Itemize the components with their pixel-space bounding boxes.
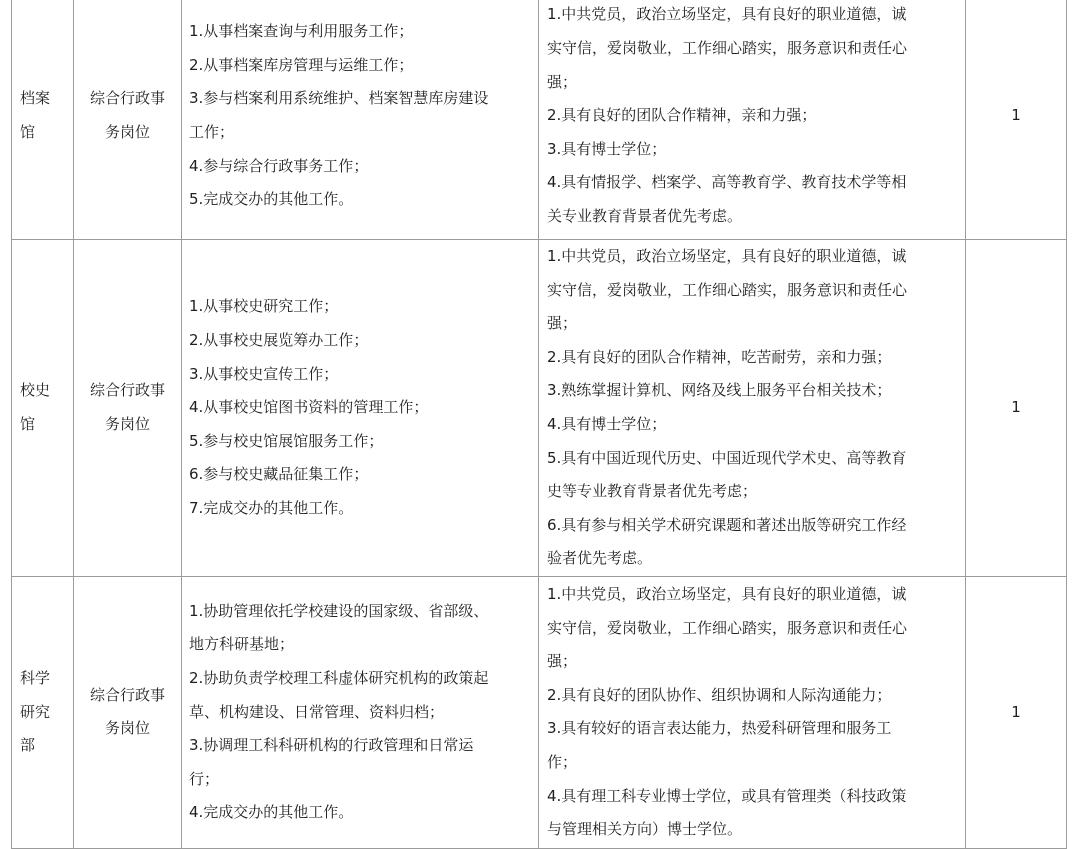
text-line: 3.具有较好的语言表达能力，热爱科研管理和服务工 bbox=[547, 719, 892, 738]
headcount-value: 1 bbox=[1011, 106, 1021, 125]
duties-cell bbox=[182, 576, 539, 848]
text-line: 5.完成交办的其他工作。 bbox=[189, 190, 354, 209]
text-line: 实守信，爱岗敬业，工作细心踏实，服务意识和责任心 bbox=[547, 618, 908, 637]
headcount-cell bbox=[966, 0, 1067, 240]
text-line: 2.具有良好的团队合作精神，吃苦耐劳，亲和力强； bbox=[547, 347, 892, 366]
text-line: 2.从事校史展览筹办工作； bbox=[189, 330, 369, 349]
text-line: 综合行政事 bbox=[89, 381, 165, 400]
requirements-cell bbox=[539, 576, 966, 848]
job-table bbox=[11, 0, 1067, 849]
text-line: 4.完成交办的其他工作。 bbox=[189, 803, 354, 822]
text-line: 7.完成交办的其他工作。 bbox=[189, 498, 354, 517]
text-line: 3.熟练掌握计算机、网络及线上服务平台相关技术； bbox=[547, 381, 892, 400]
text-line: 综合行政事 bbox=[89, 685, 165, 704]
department-cell bbox=[12, 0, 74, 240]
text-line: 档案 bbox=[20, 89, 51, 108]
text-line: 4.具有博士学位； bbox=[547, 414, 667, 433]
position-cell-text bbox=[74, 82, 181, 149]
text-line: 馆 bbox=[20, 414, 36, 433]
department-cell-text bbox=[20, 374, 73, 441]
requirements-cell-text bbox=[547, 0, 957, 234]
text-line: 综合行政事 bbox=[89, 89, 165, 108]
text-line: 3.协调理工科科研机构的行政管理和日常运 bbox=[189, 736, 474, 755]
requirements-cell-text bbox=[547, 578, 957, 847]
table-row bbox=[12, 0, 1067, 240]
duties-cell-text bbox=[189, 595, 532, 830]
text-line: 务岗位 bbox=[104, 719, 150, 738]
duties-cell-text bbox=[189, 15, 532, 217]
headcount-cell bbox=[966, 576, 1067, 848]
text-line: 4.从事校史馆图书资料的管理工作； bbox=[189, 398, 429, 417]
department-cell bbox=[12, 240, 74, 577]
position-cell-text bbox=[74, 679, 181, 746]
text-line: 2.具有良好的团队合作精神，亲和力强； bbox=[547, 106, 817, 125]
text-line: 1.中共党员，政治立场坚定，具有良好的职业道德，诚 bbox=[547, 5, 907, 24]
duties-cell bbox=[182, 240, 539, 577]
text-line: 实守信，爱岗敬业，工作细心踏实，服务意识和责任心 bbox=[547, 280, 908, 299]
text-line: 2.具有良好的团队协作、组织协调和人际沟通能力； bbox=[547, 685, 892, 704]
requirements-cell-text bbox=[547, 240, 957, 576]
text-line: 3.参与档案利用系统维护、档案智慧库房建设 bbox=[189, 89, 489, 108]
text-line: 地方科研基地； bbox=[189, 635, 295, 654]
text-line: 研究 bbox=[20, 702, 51, 721]
text-line: 实守信，爱岗敬业，工作细心踏实，服务意识和责任心 bbox=[547, 39, 908, 58]
text-line: 1.中共党员，政治立场坚定，具有良好的职业道德，诚 bbox=[547, 247, 907, 265]
position-cell bbox=[74, 576, 182, 848]
text-line: 3.从事校史宣传工作； bbox=[189, 364, 339, 383]
text-line: 草、机构建设、日常管理、资料归档； bbox=[189, 702, 445, 721]
text-line: 6.参与校史藏品征集工作； bbox=[189, 465, 369, 484]
text-line: 2.协助负责学校理工科虚体研究机构的政策起 bbox=[189, 669, 489, 688]
text-line: 4.具有情报学、档案学、高等教育学、教育技术学等相 bbox=[547, 173, 907, 192]
text-line: 1.协助管理依托学校建设的国家级、省部级、 bbox=[189, 601, 489, 620]
text-line: 部 bbox=[20, 736, 36, 755]
department-cell-text bbox=[20, 82, 73, 149]
position-cell-text bbox=[74, 374, 181, 441]
job-table-body bbox=[12, 0, 1067, 848]
text-line: 1.从事档案查询与利用服务工作； bbox=[189, 22, 414, 41]
text-line: 1.从事校史研究工作； bbox=[189, 297, 339, 316]
text-line: 强； bbox=[547, 652, 578, 671]
requirements-cell bbox=[539, 240, 966, 577]
text-line: 作； bbox=[547, 753, 578, 772]
text-line: 验者优先考虑。 bbox=[547, 549, 653, 568]
text-line: 史等专业教育背景者优先考虑； bbox=[547, 482, 758, 501]
text-line: 关专业教育背景者优先考虑。 bbox=[547, 206, 743, 225]
text-line: 4.具有理工科专业博士学位，或具有管理类（科技政策 bbox=[547, 786, 907, 805]
table-row bbox=[12, 240, 1067, 577]
text-line: 强； bbox=[547, 314, 578, 333]
duties-cell-text bbox=[189, 290, 532, 525]
headcount-cell bbox=[966, 240, 1067, 577]
position-cell bbox=[74, 240, 182, 577]
text-line: 行； bbox=[189, 769, 220, 788]
text-line: 强； bbox=[547, 72, 578, 91]
text-line: 科学 bbox=[20, 669, 51, 688]
headcount-value: 1 bbox=[1011, 398, 1021, 417]
text-line: 1.中共党员，政治立场坚定，具有良好的职业道德，诚 bbox=[547, 585, 907, 604]
department-cell-text bbox=[20, 662, 73, 763]
position-cell bbox=[74, 0, 182, 240]
text-line: 与管理相关方向）博士学位。 bbox=[547, 820, 743, 839]
department-cell bbox=[12, 576, 74, 848]
text-line: 工作； bbox=[189, 123, 235, 141]
text-line: 4.参与综合行政事务工作； bbox=[189, 156, 369, 175]
text-line: 馆 bbox=[20, 123, 36, 141]
duties-cell bbox=[182, 0, 539, 240]
text-line: 3.具有博士学位； bbox=[547, 139, 667, 158]
text-line: 6.具有参与相关学术研究课题和著述出版等研究工作经 bbox=[547, 515, 907, 534]
requirements-cell bbox=[539, 0, 966, 240]
text-line: 务岗位 bbox=[104, 414, 150, 433]
text-line: 务岗位 bbox=[104, 123, 150, 141]
text-line: 5.参与校史馆展馆服务工作； bbox=[189, 431, 384, 450]
table-row bbox=[12, 576, 1067, 848]
headcount-value: 1 bbox=[1011, 702, 1021, 721]
text-line: 校史 bbox=[20, 381, 51, 400]
text-line: 5.具有中国近现代历史、中国近现代学术史、高等教育 bbox=[547, 448, 907, 467]
text-line: 2.从事档案库房管理与运维工作； bbox=[189, 55, 414, 74]
